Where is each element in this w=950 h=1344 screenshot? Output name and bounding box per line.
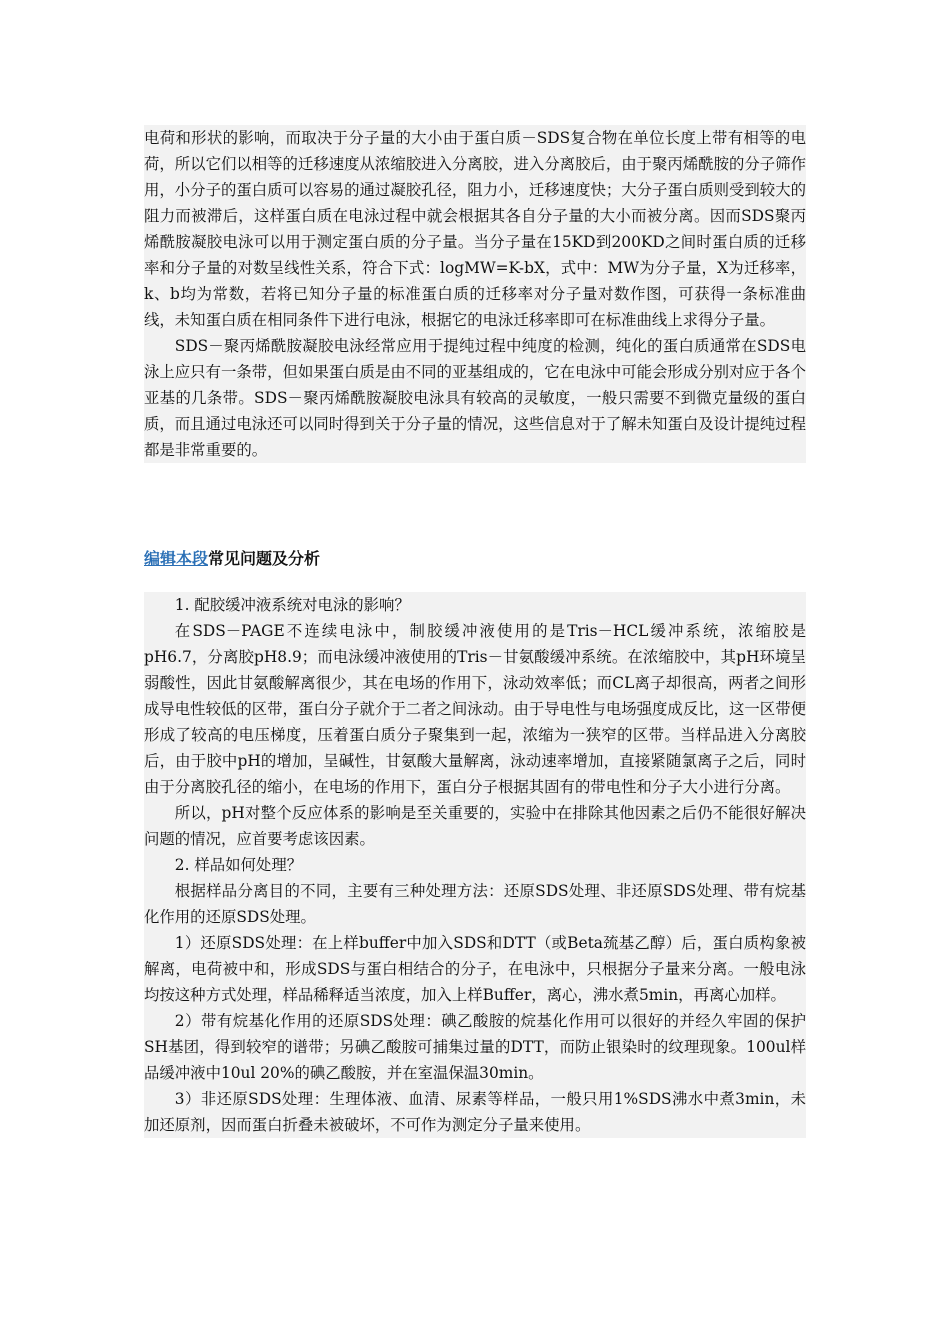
faq-answer-2-intro: 根据样品分离目的不同，主要有三种处理方法：还原SDS处理、非还原SDS处理、带有烷基化作用的还原SDS处理。 <box>144 882 806 926</box>
faq-answer-2-item-1: 1）还原SDS处理：在上样buffer中加入SDS和DTT（或Beta巯基乙醇）后，蛋白质构象被解离，电荷被中和，形成SDS与蛋白相结合的分子，在电泳中，只根据分子量来分离。一般电泳均按这种方式处理，样品稀释适当浓度，加入上样Buffer，离心，沸水煮5min，再离心加样。 <box>144 934 806 1004</box>
edit-section-link[interactable]: 编辑本段 <box>144 549 209 568</box>
intro-paragraph-2: SDS－聚丙烯酰胺凝胶电泳经常应用于提纯过程中纯度的检测，纯化的蛋白质通常在SDS电泳上应只有一条带，但如果蛋白质是由不同的亚基组成的，它在电泳中可能会形成分别对应于各个亚基的几条带。SDS－聚丙烯酰胺凝胶电泳具有较高的灵敏度，一般只需要不到微克量级的蛋白质，而且通过电泳还可以同时得到关于分子量的情况，这些信息对于了解未知蛋白及设计提纯过程都是非常重要的。 <box>144 337 806 459</box>
faq-answer-2-item-3: 3）非还原SDS处理：生理体液、血清、尿素等样品，一般只用1%SDS沸水中煮3min，未加还原剂，因而蛋白折叠未被破坏，不可作为测定分子量来使用。 <box>144 1090 806 1134</box>
faq-question-2: 2. 样品如何处理？ <box>174 856 303 874</box>
faq-question-1: 1. 配胶缓冲液系统对电泳的影响？ <box>174 596 410 614</box>
faq-answer-2-item-2: 2）带有烷基化作用的还原SDS处理：碘乙酸胺的烷基化作用可以很好的并经久牢固的保护SH基团，得到较窄的谱带；另碘乙酸胺可捕集过量的DTT，而防止银染时的纹理现象。100ul样品缓冲液中10ul 20%的碘乙酸胺，并在室温保温30min。 <box>144 1012 806 1082</box>
section-heading <box>144 544 806 574</box>
faq-text-block <box>144 592 806 1138</box>
intro-paragraph-1: 电荷和形状的影响，而取决于分子量的大小由于蛋白质－SDS复合物在单位长度上带有相等的电荷，所以它们以相等的迁移速度从浓缩胶进入分离胶，进入分离胶后，由于聚丙烯酰胺的分子筛作用，小分子的蛋白质可以容易的通过凝胶孔径，阻力小，迁移速度快；大分子蛋白质则受到较大的阻力而被滞后，这样蛋白质在电泳过程中就会根据其各自分子量的大小而被分离。因而SDS聚丙烯酰胺凝胶电泳可以用于测定蛋白质的分子量。当分子量在15KD到200KD之间时蛋白质的迁移率和分子量的对数呈线性关系，符合下式：logMW=K-bX，式中：MW为分子量，X为迁移率，k、b均为常数，若将已知分子量的标准蛋白质的迁移率对分子量对数作图，可获得一条标准曲线，未知蛋白质在相同条件下进行电泳，根据它的电泳迁移率即可在标准曲线上求得分子量。 <box>144 129 806 329</box>
section-title: 常见问题及分析 <box>208 549 321 568</box>
faq-answer-1-paragraph-2: 所以，pH对整个反应体系的影响是至关重要的，实验中在排除其他因素之后仍不能很好解决问题的情况，应首要考虑该因素。 <box>144 804 806 848</box>
intro-text-block <box>144 125 806 463</box>
faq-answer-1-paragraph-1: 在SDS－PAGE不连续电泳中，制胶缓冲液使用的是Tris－HCL缓冲系统，浓缩胶是pH6.7，分离胶pH8.9；而电泳缓冲液使用的Tris－甘氨酸缓冲系统。在浓缩胶中，其pH环境呈弱酸性，因此甘氨酸解离很少，其在电场的作用下，泳动效率低；而CL离子却很高，两者之间形成导电性较低的区带，蛋白分子就介于二者之间泳动。由于导电性与电场强度成反比，这一区带便形成了较高的电压梯度，压着蛋白质分子聚集到一起，浓缩为一狭窄的区带。当样品进入分离胶后，由于胶中pH的增加，呈碱性，甘氨酸大量解离，泳动速率增加，直接紧随氯离子之后，同时由于分离胶孔径的缩小，在电场的作用下，蛋白分子根据其固有的带电性和分子大小进行分离。 <box>144 622 806 796</box>
